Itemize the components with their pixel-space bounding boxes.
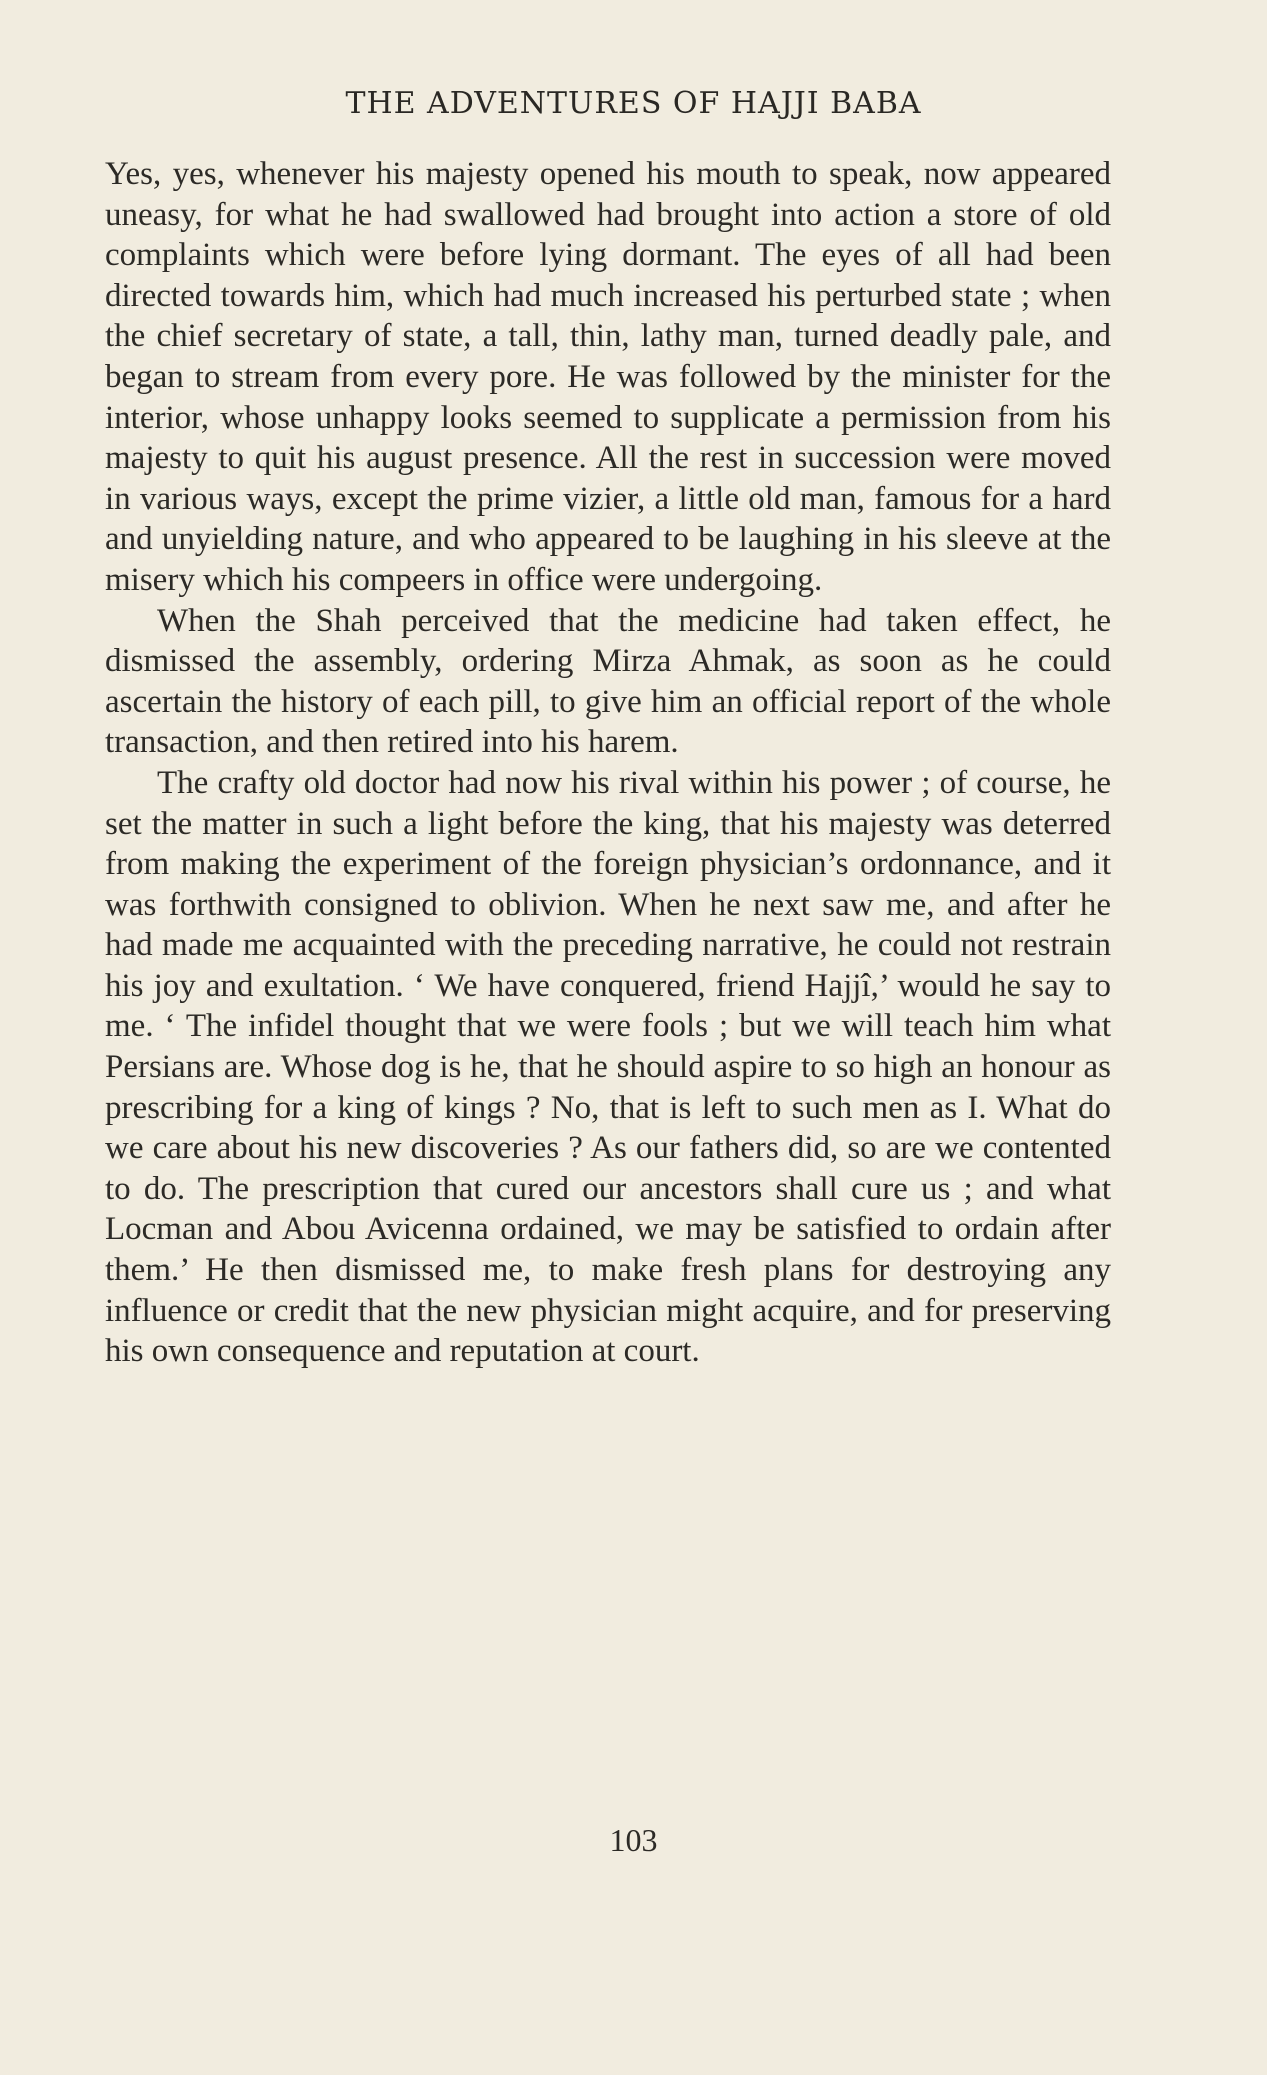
paragraph-2: When the Shah perceived that the medicine had taken effect, he dismissed the assembly, ordering Mirza Ahmak, as soon as he could ascertain the history of each pill, to give him an official report of the whole transaction, and then retired into his harem. xyxy=(105,602,1111,761)
paragraph-1: Yes, yes, whenever his majesty opened his mouth to speak, now appeared uneasy, for what he had swallowed had brought into action a store of old complaints which were before lying dormant. The eyes of all had been directed towards him, which had much increased his perturbed state ; when the chief secretary of state, a tall, thin, lathy man, turned deadly pale, and began to stream from every pore. He was followed by the minister for the interior, whose unhappy looks seemed to supplicate a permission from his majesty to quit his august presence. All the rest in succession were moved in various ways, except the prime vizier, a little old man, famous for a hard and unyielding nature, and who appeared to be laughing in his sleeve at the misery which his compeers in office were undergoing. xyxy=(105,156,1111,598)
running-head: THE ADVENTURES OF HAJJI BABA xyxy=(345,86,922,121)
body-text xyxy=(105,154,1111,1372)
page-number: 103 xyxy=(609,1822,658,1858)
paragraph-3: The crafty old doctor had now his rival within his power ; of course, he set the matter in such a light before the king, that his majesty was deterred from making the experiment of the foreign physician’s ordonnance, and it was forthwith consigned to oblivion. When he next saw me, and after he had made me acquainted with the preceding narrative, he could not restrain his joy and exultation. ‘ We have conquered, friend Hajjî,’ would he say to me. ‘ The infidel thought that we were fools ; but we will teach him what Persians are. Whose dog is he, that he should aspire to so high an honour as prescribing for a king of kings ? No, that is left to such men as I. What do we care about his new discoveries ? As our fathers did, so are we contented to do. The prescription that cured our ancestors shall cure us ; and what Locman and Abou Avicenna ordained, we may be satisfied to ordain after them.’ He then dismissed me, to make fresh plans for destroying any influence or credit that the new physician might acquire, and for preserving his own consequence and reputation at court. xyxy=(105,764,1111,1370)
